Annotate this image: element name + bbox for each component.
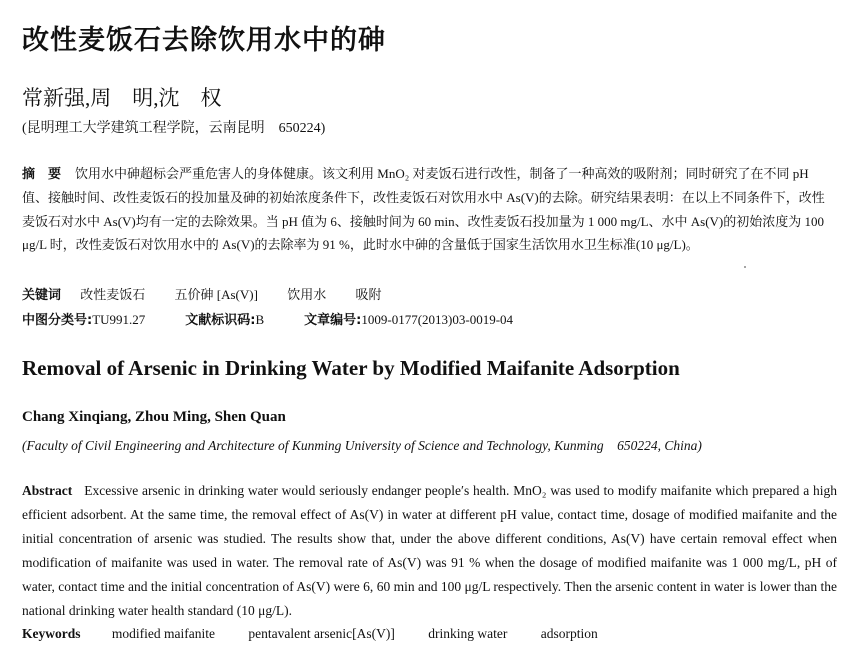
article-number-value: 1009-0177(2013)03-0019-04 <box>361 312 514 327</box>
english-abstract-label: Abstract <box>22 483 73 498</box>
english-authors: Chang Xinqiang, Zhou Ming, Shen Quan <box>22 409 286 425</box>
english-keywords <box>22 626 628 642</box>
chinese-title: 改性麦饭石去除饮用水中的砷 <box>22 25 386 56</box>
english-abstract-text: Excessive arsenic in drinking water would seriously endanger people′s health. MnO₂ was used to modify maifanite which prepared a high efficient adsorbent. At the same time, the removal effect of As(V) in water at different pH value, contact time, dosage of modified maifanite and the initial concentration of arsenic was studied. The results show that, under the above different conditions, As(V) have certain removal effect when modification of maifanite was used in water. The removal rate of As(V) was 91 % when the dosage of modified maifanite was 1 000 mg/L, pH of water, contact time and the initial concentration of As(V) were 6, 60 min and 100 μg/L respectively. Then the arsenic content in water is lower than the national drinking water health standard (10 μg/L). <box>22 483 837 618</box>
chinese-keyword: 五价砷 [As(V)] <box>174 287 258 302</box>
english-affiliation: (Faculty of Civil Engineering and Architecture of Kunming University of Science and Technology, Kunming 650224, China) <box>22 438 702 453</box>
doc-code-label: 文献标识码: <box>185 313 256 328</box>
chinese-abstract <box>22 162 834 257</box>
english-keyword: pentavalent arsenic[As(V)] <box>248 626 395 641</box>
english-keywords-label: Keywords <box>22 626 81 641</box>
chinese-keyword: 吸附 <box>355 287 382 302</box>
chinese-keywords-label: 关键词 <box>22 288 62 303</box>
chinese-keyword: 饮用水 <box>287 287 327 302</box>
chinese-classification-line <box>22 309 513 328</box>
english-keyword: adsorption <box>540 626 598 641</box>
chinese-abstract-text: 饮用水中砷超标会严重危害人的身体健康。该文利用 MnO₂ 对麦饭石进行改性，制备了一种高效的吸附剂；同时研究了在不同 pH 值、接触时间、改性麦饭石的投加量及砷的初始浓度条件下，改性麦饭石对饮用水中 As(V)的去除。研究结果表明：在以上不同条件下，改性麦饭石对水中 As(V)均有一定的去除效果。当 pH 值为 6、接触时间为 60 min、改性麦饭石投加量为 1 000 mg/L、水中 As(V)的初始浓度为 100 μg/L 时，改性麦饭石对饮用水中的 As(V)的去除率为 91 %，此时水中砷的含量低于国家生活饮用水卫生标准(10 μg/L)。 <box>22 166 825 253</box>
english-abstract <box>22 479 837 623</box>
english-keyword: drinking water <box>428 626 508 641</box>
chinese-affiliation: (昆明理工大学建筑工程学院，云南昆明 650224) <box>22 121 326 136</box>
chinese-keywords <box>22 284 407 303</box>
doc-code-value: B <box>255 312 265 327</box>
english-title: Removal of Arsenic in Drinking Water by Modified Maifanite Adsorption <box>22 356 680 380</box>
scan-speck <box>744 266 746 268</box>
chinese-authors: 常新强,周 明,沈 权 <box>22 86 222 110</box>
clc-value: TU991.27 <box>92 312 146 327</box>
english-keyword: modified maifanite <box>111 626 215 641</box>
clc-label: 中图分类号: <box>22 313 93 328</box>
chinese-keyword: 改性麦饭石 <box>80 287 146 302</box>
article-number-label: 文章编号: <box>304 313 362 328</box>
chinese-abstract-label: 摘 要 <box>22 167 62 182</box>
